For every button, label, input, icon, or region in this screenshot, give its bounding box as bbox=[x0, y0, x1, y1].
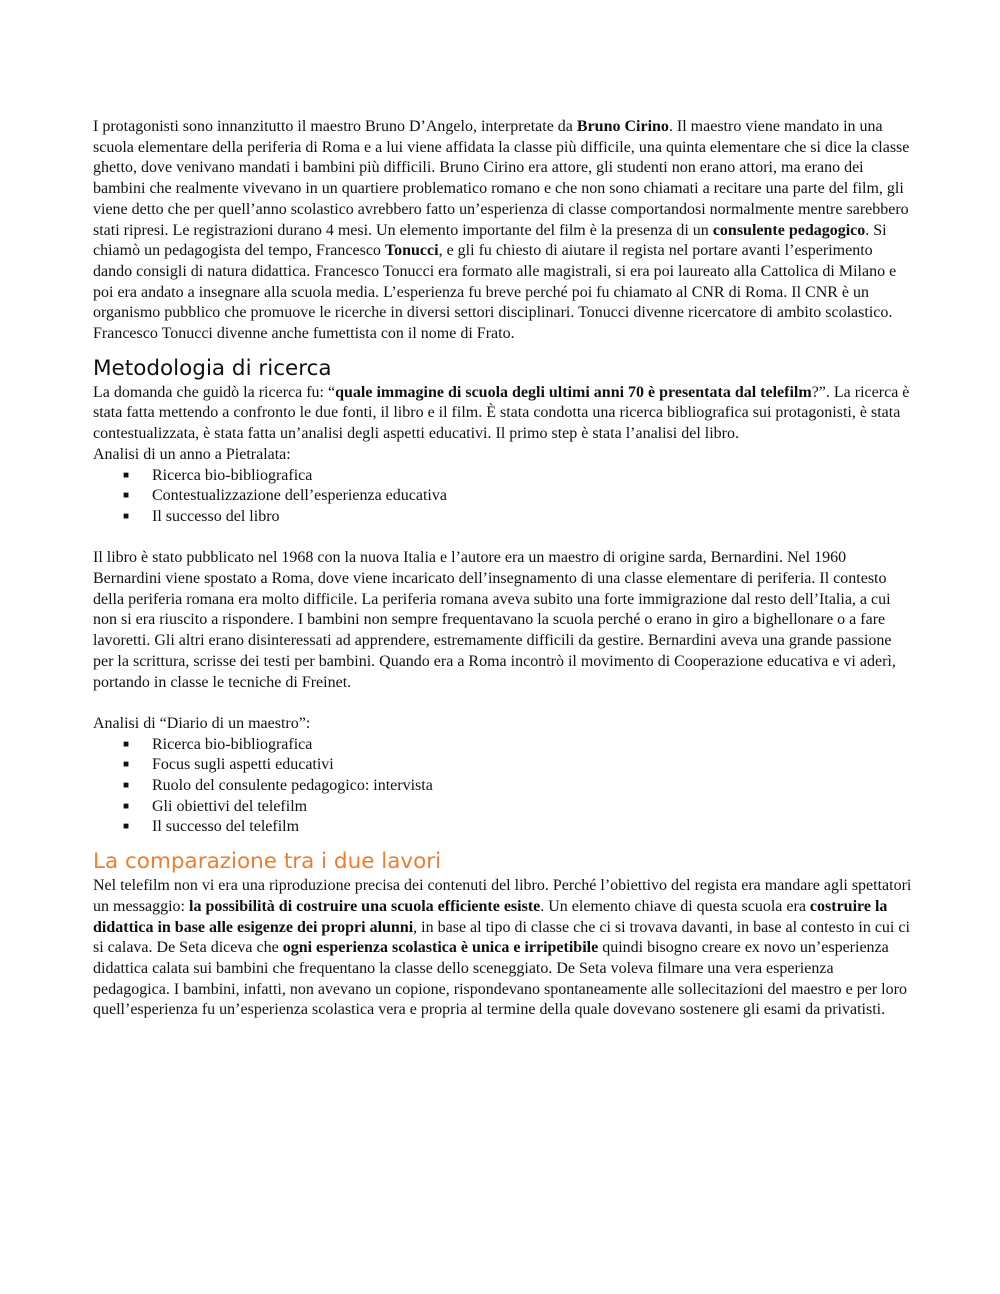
text-run: ?”. La ricerca è stata fatta mettendo a confronto le due fonti, il libro e il film. È stata condotta una ricerca bibliografica sui protagonisti, è stata contestualizzata, è stata fatta un’analisi degli aspetti educativi. Il primo step è stata l’analisi del libro. bbox=[93, 383, 910, 443]
text-run: Nel telefilm non vi era una riproduzione precisa dei contenuti del libro. Perché l’obiettivo del regista era mandare agli spettatori un messaggio: bbox=[93, 877, 912, 915]
text-run: La domanda che guidò la ricerca fu: “ bbox=[93, 383, 336, 401]
paragraph-libro: Il libro è stato pubblicato nel 1968 con la nuova Italia e l’autore era un maestro di origine sarda, Bernardini. Nel 1960 Bernardini viene spostato a Roma, dove viene incaricato dell’insegnamento di una classe elementare di periferia. Il contesto della periferia romana era molto difficile. La periferia romana aveva subito una forte immigrazione dal resto dell’Italia, a cui non si era riuscito a rispondere. I bambini non sempre frequentavano la scuola perché o erano in giro a bighellonare o a fare lavoretti. Gli altri erano disinteressati ad apprendere, estremamente difficili da gestire. Bernardini aveva una grande passione per la scrittura, scrisse dei testi per bambini. Quando era a Roma incontrò il movimento di Cooperazione educativa e vi aderì, portando in classe le tecniche di Freinet. bbox=[93, 549, 896, 691]
list-item-text: Contestualizzazione dell’esperienza educativa bbox=[152, 487, 447, 505]
heading-comparazione: La comparazione tra i due lavori bbox=[93, 849, 442, 875]
bullet-icon: ■ bbox=[123, 469, 130, 481]
list-item bbox=[93, 735, 913, 756]
list-item-text: Ruolo del consulente pedagogico: intervista bbox=[152, 777, 433, 795]
bold-run: consulente pedagogico bbox=[712, 221, 866, 239]
list-item-text: Focus sugli aspetti educativi bbox=[152, 756, 334, 774]
list-item-text: Ricerca bio-bibliografica bbox=[152, 466, 313, 484]
list-intro-diario: Analisi di “Diario di un maestro”: bbox=[93, 714, 311, 732]
bold-run: Tonucci bbox=[384, 242, 439, 260]
bold-run: ogni esperienza scolastica è unica e irripetibile bbox=[282, 939, 599, 957]
list-item bbox=[93, 507, 913, 528]
bullet-icon: ■ bbox=[123, 759, 130, 771]
list-item bbox=[93, 817, 913, 838]
document-body bbox=[93, 117, 913, 1021]
list-item-text: Gli obiettivi del telefilm bbox=[152, 797, 308, 815]
bullet-icon: ■ bbox=[123, 780, 130, 792]
paragraph-domanda bbox=[93, 383, 913, 445]
paragraph-comparazione bbox=[93, 876, 913, 1021]
paragraph-protagonisti bbox=[93, 117, 913, 345]
text-run: . Il maestro viene mandato in una scuola elementare della periferia di Roma e a lui viene affidata la classe più difficile, una quinta elementare che si dice la classe ghetto, dove venivano mandati i bambini più difficili. Bruno Cirino era attore, gli studenti non erano attori, ma erano dei bambini che realmente vivevano in un quartiere problematico romano e che non sono chiamati a recitare una parte del film, gli viene detto che per quell’anno scolastico avrebbero fatto un’esperienza di classe comportandosi normalmente mentre sarebbero stati ripresi. Le registrazioni durano 4 mesi. Un elemento importante del film è la presenza di un bbox=[93, 118, 910, 239]
list-item bbox=[93, 797, 913, 818]
text-run: I protagonisti sono innanzitutto il maestro Bruno D’Angelo, interpretate da bbox=[93, 118, 577, 135]
spacer bbox=[93, 528, 913, 549]
bullet-icon: ■ bbox=[123, 490, 130, 502]
list-item bbox=[93, 486, 913, 507]
bullet-list-pietralata bbox=[93, 466, 913, 528]
list-item-text: Ricerca bio-bibliografica bbox=[152, 735, 313, 753]
list-item-text: Il successo del telefilm bbox=[152, 818, 300, 836]
list-intro-pietralata: Analisi di un anno a Pietralata: bbox=[93, 445, 291, 463]
list-item-text: Il successo del libro bbox=[152, 507, 280, 525]
list-item bbox=[93, 776, 913, 797]
text-run: , in base al tipo di classe che ci si trovava davanti, in base al contesto in cui ci si calava. De Seta diceva che bbox=[93, 918, 910, 957]
spacer bbox=[93, 838, 913, 848]
bullet-list-diario bbox=[93, 735, 913, 839]
text-run: quindi bisogno creare ex novo un’esperienza didattica calata sui bambini che frequentano la classe dello sceneggiato. De Seta voleva filmare una vera esperienza pedagogica. I bambini, infatti, non avevano un copione, rispondevano spontaneamente alle sollecitazioni del maestro e per loro quell’esperienza fu un’esperienza scolastica vera e propria al termine della quale dovevano sostenere gli esami da privatisti. bbox=[93, 939, 907, 1019]
list-item bbox=[93, 755, 913, 776]
bullet-icon: ■ bbox=[123, 510, 130, 522]
bullet-icon: ■ bbox=[123, 800, 130, 812]
text-run: . Si chiamò un pedagogista del tempo, Francesco bbox=[93, 221, 887, 260]
bold-run: costruire la didattica in base alle esigenze dei propri alunni bbox=[93, 897, 888, 936]
spacer bbox=[93, 345, 913, 355]
text-run: . Un elemento chiave di questa scuola era bbox=[540, 897, 810, 915]
text-run: , e gli fu chiesto di aiutare il regista nel portare avanti l’esperimento dando consigli di natura didattica. Francesco Tonucci era formato alle magistrali, si era poi laureato alla Cattolica di Milano e poi era andato a insegnare alla scuola media. L’esperienza fu breve perché poi fu chiamato al CNR di Roma. Il CNR è un organismo pubblico che promuove le ricerche in diversi settori disciplinari. Tonucci divenne ricercatore di ambito scolastico. Francesco Tonucci divenne anche fumettista con il nome di Frato. bbox=[93, 242, 897, 343]
heading-metodologia: Metodologia di ricerca bbox=[93, 355, 332, 381]
spacer bbox=[93, 693, 913, 714]
bold-run: la possibilità di costruire una scuola efficiente esiste bbox=[189, 897, 541, 915]
bold-run: quale immagine di scuola degli ultimi anni 70 è presentata dal telefilm bbox=[335, 383, 812, 401]
bullet-icon: ■ bbox=[123, 821, 130, 833]
list-item bbox=[93, 466, 913, 487]
bold-run: Bruno Cirino bbox=[576, 118, 669, 135]
bullet-icon: ■ bbox=[123, 738, 130, 750]
